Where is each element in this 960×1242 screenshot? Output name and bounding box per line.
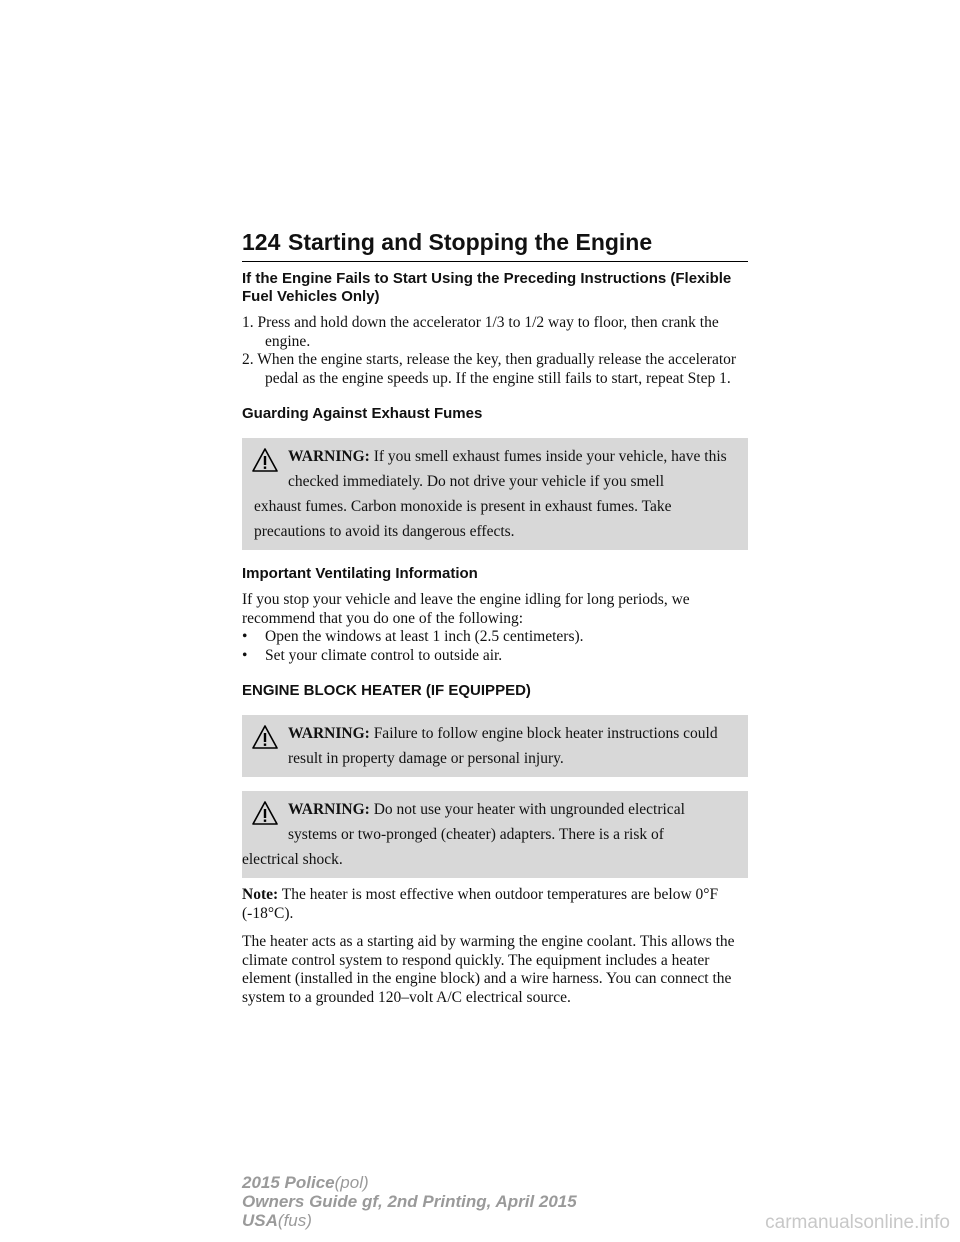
page-content (242, 270, 748, 1007)
footer (242, 1173, 577, 1230)
footer-market-code: (fus) (277, 1211, 312, 1230)
page-header (242, 229, 748, 262)
heading-block-heater: ENGINE BLOCK HEATER (IF EQUIPPED) (242, 682, 531, 699)
bullet-glyph: • (242, 628, 248, 645)
note-label: Note: (242, 886, 279, 903)
warning-triangle-icon (252, 725, 278, 749)
warning-label: WARNING: (288, 725, 370, 742)
warning-text: Do not use your heater with ungrounded electrical systems or two-pronged (cheater) adapters. There is a risk of (288, 801, 685, 843)
ventilating-intro: If you stop your vehicle and leave the engine idling for long periods, we recommend that you do one of the following: (242, 591, 690, 627)
warning-label: WARNING: (288, 801, 370, 818)
warning-ungrounded (242, 791, 748, 878)
note (242, 886, 748, 923)
bullet-item (242, 628, 748, 647)
heading-fails-to-start: If the Engine Fails to Start Using the Preceding Instructions (Flexible Fuel Vehicles Only) (242, 270, 732, 305)
bullet-item (242, 647, 748, 666)
warning-exhaust (242, 438, 748, 550)
heading-ventilating: Important Ventilating Information (242, 565, 478, 582)
warning-heater-instructions (242, 715, 748, 777)
bullet-glyph: • (242, 646, 248, 664)
footer-vehicle-code: (pol) (334, 1173, 369, 1192)
page-number: 124 (242, 229, 281, 255)
warning-text: If you smell exhaust fumes inside your vehicle, have this checked immediately. Do not drive your vehicle if you smell (288, 448, 727, 490)
warning-text-continued: electrical shock. (242, 851, 343, 868)
warning-text: Failure to follow engine block heater instructions could result in property damage or personal injury. (288, 725, 718, 767)
watermark: carmanualsonline.info (765, 1212, 950, 1233)
warning-triangle-icon (252, 448, 278, 472)
warning-triangle-icon (252, 801, 278, 825)
bullet-text: Set your climate control to outside air. (265, 646, 503, 664)
footer-guide: Owners Guide gf, 2nd Printing, April 2015 (242, 1192, 577, 1211)
footer-vehicle: 2015 Police (242, 1173, 335, 1192)
heading-exhaust-fumes: Guarding Against Exhaust Fumes (242, 405, 483, 422)
note-text: The heater is most effective when outdoor temperatures are below 0°F (-18°C). (242, 886, 719, 922)
step-1: 1. Press and hold down the accelerator 1/3 to 1/2 way to floor, then crank the engine. (242, 314, 719, 350)
chapter-title: Starting and Stopping the Engine (288, 229, 653, 255)
step-2: 2. When the engine starts, release the key, then gradually release the accelerator pedal as the engine speeds up. If the engine still fails to start, repeat Step 1. (242, 351, 737, 387)
bullet-text: Open the windows at least 1 inch (2.5 centimeters). (265, 628, 584, 645)
footer-market: USA (242, 1211, 278, 1230)
heater-description: The heater acts as a starting aid by warming the engine coolant. This allows the climate control system to respond quickly. The equipment includes a heater element (installed in the engine block) and a wire harness. You can connect the system to a grounded 120–volt A/C electrical source. (242, 933, 735, 1006)
warning-label: WARNING: (288, 448, 370, 465)
warning-text-continued: exhaust fumes. Carbon monoxide is present in exhaust fumes. Take precautions to avoid its dangerous effects. (254, 498, 672, 540)
